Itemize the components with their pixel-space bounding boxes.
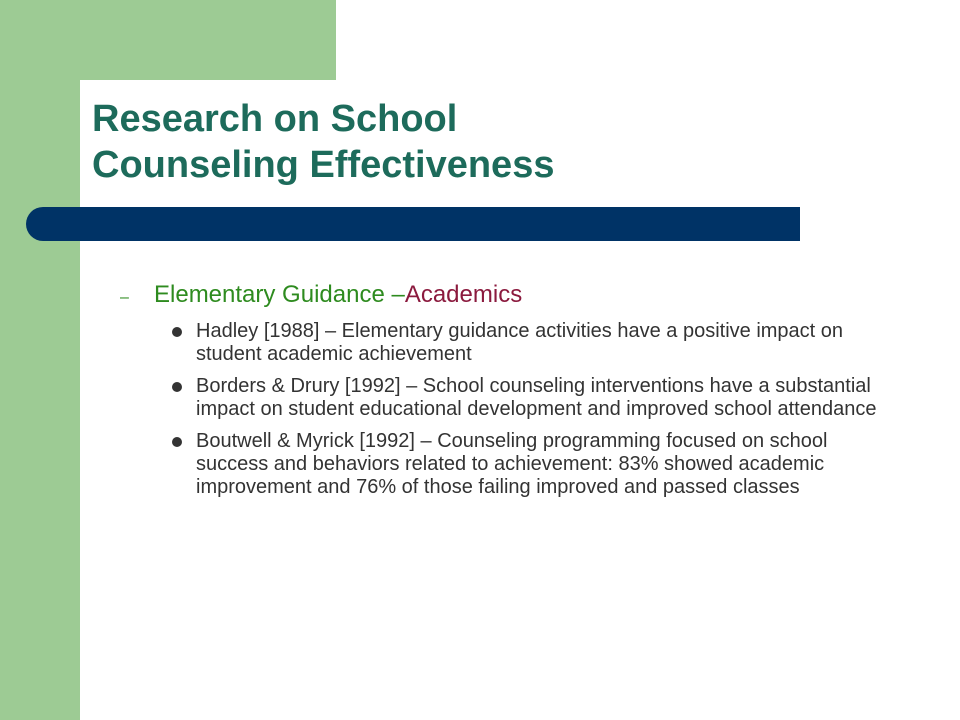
bullet-text: Hadley [1988] – Elementary guidance activities have a positive impact on student academic achievement: [196, 320, 844, 365]
subheading-accent: Academics: [404, 281, 523, 308]
bullet-dot-icon: [172, 382, 182, 392]
subheading-text: Elementary Guidance –: [154, 281, 405, 308]
title-line-1: Research on School: [92, 98, 458, 140]
title-underline-bar: [26, 207, 800, 241]
bullet-list: [120, 320, 900, 499]
list-item: [120, 320, 900, 366]
dash-bullet-icon: –: [120, 289, 129, 306]
subheading: [120, 278, 900, 312]
sidebar-decoration: [0, 0, 80, 720]
bullet-dot-icon: [172, 437, 182, 447]
list-item: [120, 375, 900, 421]
slide-title: [92, 96, 932, 188]
bullet-dot-icon: [172, 327, 182, 337]
slide-content: [120, 278, 900, 508]
top-band-decoration: [80, 0, 336, 80]
list-item: [120, 430, 900, 499]
bullet-text: Boutwell & Myrick [1992] – Counseling programming focused on school success and behaviors related to achievement: 83% showed academic improvement and 76% of those failing improved and passed classes: [196, 430, 828, 498]
title-line-2: Counseling Effectiveness: [92, 144, 555, 186]
bullet-text: Borders & Drury [1992] – School counseling interventions have a substantial impact on student educational development and improved school attendance: [196, 375, 877, 420]
